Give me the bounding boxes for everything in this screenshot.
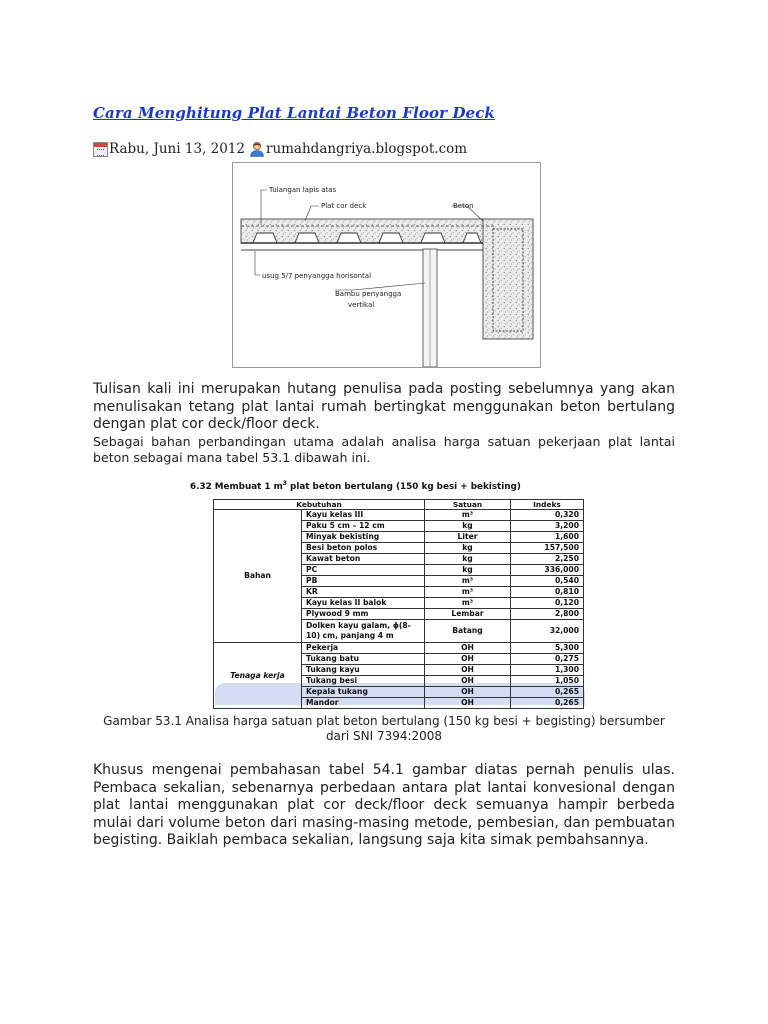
- post-date: Rabu, Juni 13, 2012: [109, 141, 245, 157]
- analysis-table-figure: [185, 478, 587, 708]
- group-label: Tenaga kerja: [214, 643, 302, 709]
- caption-line-2: dari SNI 7394:2008: [325, 729, 443, 743]
- item-name: Kawat beton: [302, 554, 425, 565]
- item-name: KR: [302, 587, 425, 598]
- item-name: Tukang batu: [302, 654, 425, 665]
- calendar-icon: [93, 142, 108, 157]
- concrete-slab: [241, 219, 486, 243]
- item-unit: kg: [425, 554, 511, 565]
- item-name: Besi beton polos: [302, 543, 425, 554]
- table-heading: 6.32 Membuat 1 $m^3$ plat beton bertulang (150 kg besi + bekisting): [190, 480, 521, 492]
- table-row: [214, 510, 584, 521]
- item-index: 157,500: [511, 543, 584, 554]
- item-name: Tukang kayu: [302, 665, 425, 676]
- label-vertical-support-2: vertikal: [348, 301, 375, 309]
- item-unit: OH: [425, 676, 511, 687]
- floor-deck-diagram: [232, 162, 541, 368]
- label-horizontal-support: usug 5/7 penyangga horisontal: [262, 272, 372, 280]
- item-unit: m³: [425, 587, 511, 598]
- item-index: 0,810: [511, 587, 584, 598]
- item-index: 1,600: [511, 532, 584, 543]
- item-unit: kg: [425, 543, 511, 554]
- paragraph-discussion: Khusus mengenai pembahasan tabel 54.1 gambar diatas pernah penulis ulas. Pembaca sekalian, sebenarnya perbedaan antara plat lantai konvesional dengan plat lantai menggunakan plat cor deck/floor deck semuanya hampir berbeda mulai dari volume beton dari masing-masing metode, pembesian, dan pembuatan begisting. Baiklah pembaca sekalian, langsung saja kita simak pembahsannya.: [93, 762, 675, 848]
- item-name: Kayu kelas II balok: [302, 598, 425, 609]
- item-name: Minyak bekisting: [302, 532, 425, 543]
- item-name: Kepala tukang: [302, 687, 425, 698]
- item-unit: Liter: [425, 532, 511, 543]
- item-name: Kayu kelas III: [302, 510, 425, 521]
- item-unit: OH: [425, 643, 511, 654]
- item-name: Mandor: [302, 698, 425, 709]
- label-concrete: Beton: [453, 202, 474, 210]
- item-name: Paku 5 cm – 12 cm: [302, 521, 425, 532]
- user-icon: [249, 141, 265, 157]
- analysis-table: [213, 499, 584, 709]
- item-index: 0,265: [511, 698, 584, 709]
- paragraph-comparison: Sebagai bahan perbandingan utama adalah analisa harga satuan pekerjaan plat lantai beton sebagai mana tabel 53.1 dibawah ini.: [93, 434, 675, 465]
- post-meta: [93, 141, 467, 157]
- table-body: [214, 510, 584, 709]
- item-unit: OH: [425, 654, 511, 665]
- item-index: 2,250: [511, 554, 584, 565]
- item-name: Pekerja: [302, 643, 425, 654]
- item-index: 1,050: [511, 676, 584, 687]
- item-name: Dolken kayu galam, ϕ(8-10) cm, panjang 4 m: [302, 620, 425, 643]
- caption-line-1: Gambar 53.1 Analisa harga satuan plat beton bertulang (150 kg besi + begisting) bersumber: [103, 714, 665, 728]
- item-unit: Batang: [425, 620, 511, 643]
- item-unit: m³: [425, 510, 511, 521]
- item-index: 0,540: [511, 576, 584, 587]
- item-unit: kg: [425, 521, 511, 532]
- paragraph-intro: Tulisan kali ini merupakan hutang penulisa pada posting sebelumnya yang akan menulisakan tetang plat lantai rumah bertingkat menggunakan beton bertulang dengan plat cor deck/floor deck.: [93, 381, 675, 432]
- item-unit: Lembar: [425, 609, 511, 620]
- item-index: 0,320: [511, 510, 584, 521]
- item-name: Tukang besi: [302, 676, 425, 687]
- item-index: 2,800: [511, 609, 584, 620]
- item-unit: m³: [425, 598, 511, 609]
- item-index: 0,120: [511, 598, 584, 609]
- item-name: PB: [302, 576, 425, 587]
- header-satuan: Satuan: [425, 500, 511, 510]
- label-deck: Plat cor deck: [321, 202, 367, 210]
- item-index: 336,000: [511, 565, 584, 576]
- item-unit: OH: [425, 698, 511, 709]
- concrete-beam: [483, 219, 533, 339]
- table-header-row: [214, 500, 584, 510]
- item-name: Plywood 9 mm: [302, 609, 425, 620]
- post-title-link[interactable]: Cara Menghitung Plat Lantai Beton Floor Deck: [93, 104, 495, 122]
- item-unit: m³: [425, 576, 511, 587]
- group-label: Bahan: [214, 510, 302, 643]
- item-index: 0,275: [511, 654, 584, 665]
- post-author: rumahdangriya.blogspot.com: [265, 141, 468, 157]
- label-vertical-support-1: Bambu penyangga: [335, 290, 402, 298]
- label-top-rebar: Tulangan lapis atas: [269, 186, 337, 194]
- item-unit: OH: [425, 665, 511, 676]
- item-index: 0,265: [511, 687, 584, 698]
- table-row: [214, 643, 584, 654]
- item-unit: OH: [425, 687, 511, 698]
- item-name: PC: [302, 565, 425, 576]
- figure-caption: [93, 714, 675, 744]
- item-index: 1,300: [511, 665, 584, 676]
- item-unit: kg: [425, 565, 511, 576]
- header-indeks: Indeks: [511, 500, 584, 510]
- item-index: 5,300: [511, 643, 584, 654]
- header-kebutuhan: Kebutuhan: [214, 500, 425, 510]
- item-index: 32,000: [511, 620, 584, 643]
- item-index: 3,200: [511, 521, 584, 532]
